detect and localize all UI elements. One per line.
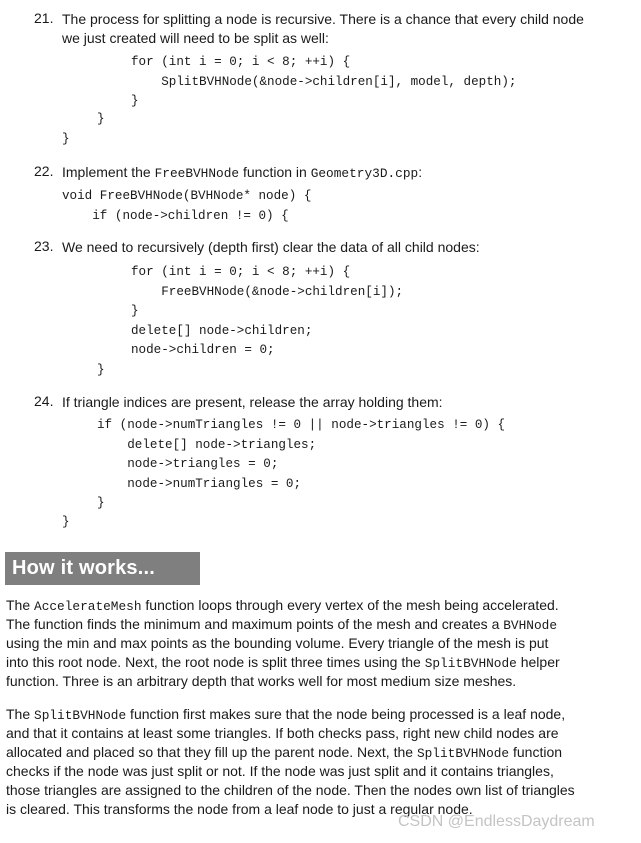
step-number: 21. <box>34 10 54 26</box>
paragraph-line: into this root node. Next, the root node is split three times using the SplitBVHNode helper <box>6 654 560 671</box>
paragraph-line: checks if the node was just split or not. If the node was just split and it contains triangles, <box>6 763 554 779</box>
paragraph-line: The SplitBVHNode function first makes sure that the node being processed is a leaf node, <box>6 706 566 723</box>
code-block: } <box>62 515 70 529</box>
step-text: The process for splitting a node is recursive. There is a chance that every child node <box>62 11 584 27</box>
code-block: for (int i = 0; i < 8; ++i) { SplitBVHNode(&node->children[i], model, depth); } <box>131 55 517 109</box>
paragraph-line: is cleared. This transforms the node from a leaf node to just a regular node. <box>6 801 473 817</box>
watermark: CSDN @EndlessDaydream <box>398 813 595 830</box>
step-text: Implement the FreeBVHNode function in Geometry3D.cpp: <box>62 164 423 181</box>
code-block: } <box>97 112 105 126</box>
step-text: If triangle indices are present, release the array holding them: <box>62 394 443 410</box>
paragraph-line: The AccelerateMesh function loops through every vertex of the mesh being accelerated. <box>6 597 559 614</box>
code-block: } <box>97 363 105 377</box>
step-number: 24. <box>34 393 54 409</box>
paragraph-line: The function finds the minimum and maximum points of the mesh and creates a BVHNode <box>6 616 558 633</box>
section-heading: How it works... <box>12 557 156 579</box>
step-text: we just created will need to be split as well: <box>62 30 329 46</box>
paragraph-line: allocated and placed so that they fill up the parent node. Next, the SplitBVHNode function <box>6 744 563 761</box>
code-block: if (node->numTriangles != 0 || node->triangles != 0) { delete[] node->triangles; node->triangles = 0; node->numTriangles = 0; } <box>97 418 506 511</box>
step-text: We need to recursively (depth first) clear the data of all child nodes: <box>62 239 480 255</box>
paragraph-line: function. Three is an arbitrary depth that works well for most medium size meshes. <box>6 673 517 689</box>
paragraph-line: and that it contains at least some triangles. If both checks pass, right new child nodes are <box>6 725 559 741</box>
paragraph-line: those triangles are assigned to the children of the node. Then the nodes own list of triangles <box>6 782 575 798</box>
code-block: for (int i = 0; i < 8; ++i) { FreeBVHNode(&node->children[i]); } delete[] node->children; node->children = 0; <box>131 265 404 358</box>
code-block: void FreeBVHNode(BVHNode* node) { if (node->children != 0) { <box>62 189 312 223</box>
paragraph-line: using the min and max points as the bounding volume. Every triangle of the mesh is put <box>6 635 549 651</box>
step-number: 22. <box>34 163 54 179</box>
step-number: 23. <box>34 238 54 254</box>
code-block: } <box>62 132 70 146</box>
